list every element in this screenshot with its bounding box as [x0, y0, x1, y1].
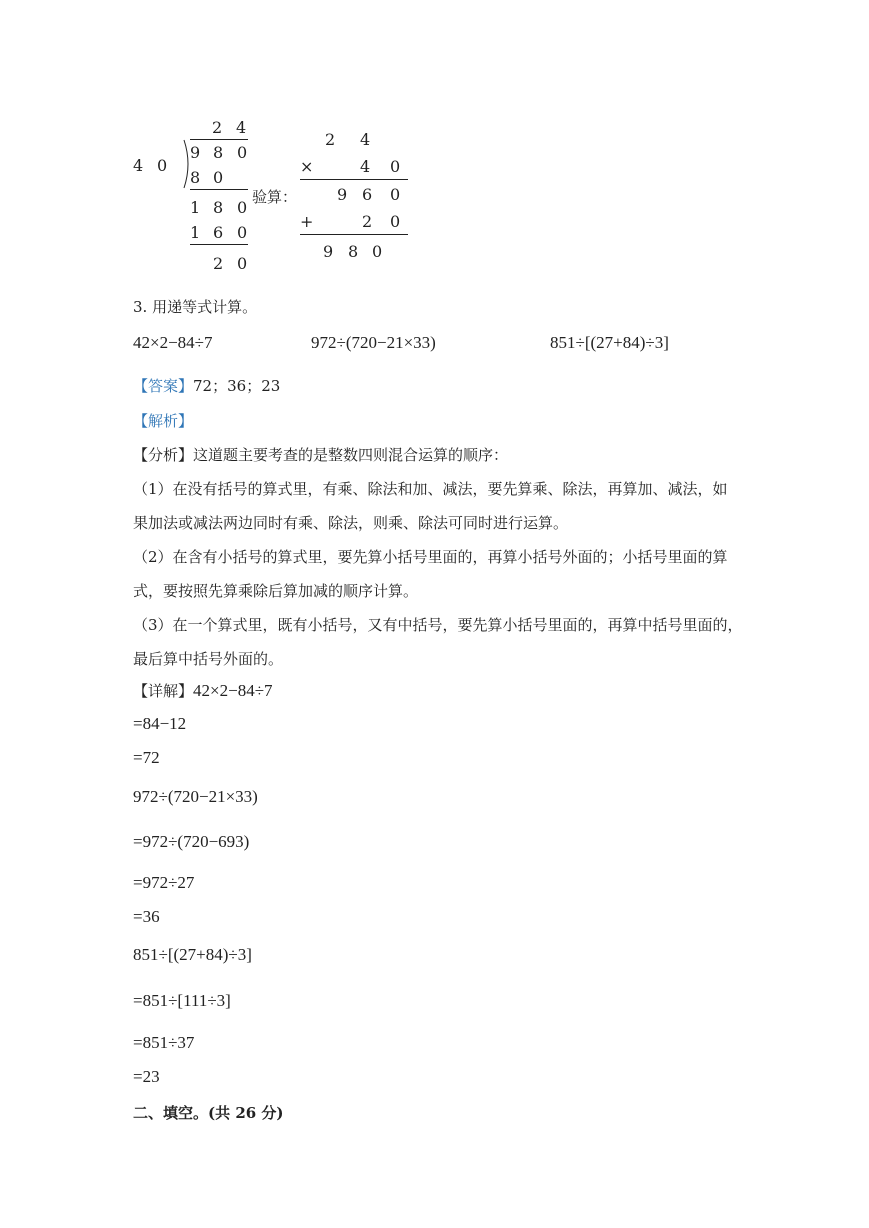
divisor-digit: 0 [157, 156, 168, 175]
expression-3: 851÷[(27+84)÷3] [550, 333, 669, 352]
check-digit: 8 [348, 242, 359, 261]
answer-text: 72；36；23 [193, 377, 281, 395]
rule-3-line-a: （3）在一个算式里，既有小括号，又有中括号，要先算小括号里面的，再算中括号里面的， [133, 616, 743, 634]
detail-step: =84−12 [133, 714, 187, 733]
detail-step: 42×2−84÷7 [193, 681, 273, 700]
detail-step: =972÷(720−693) [133, 832, 250, 851]
detail-step: 851÷[(27+84)÷3] [133, 945, 252, 964]
detail-step: =23 [133, 1067, 160, 1086]
times-sign: × [300, 157, 314, 176]
quotient-digit: 4 [236, 118, 247, 137]
expression-1: 42×2−84÷7 [133, 333, 213, 352]
rule-3-line-b: 最后算中括号外面的。 [133, 650, 284, 668]
detail-step: =36 [133, 907, 160, 926]
check-digit: 6 [362, 185, 373, 204]
division-line [190, 189, 248, 190]
detail-step: =851÷37 [133, 1033, 195, 1052]
check-line [300, 179, 408, 180]
analysis-intro [133, 444, 508, 465]
check-line [300, 234, 408, 235]
rule-2-line-b: 式，要按照先算乘除后算加减的顺序计算。 [133, 582, 419, 600]
check-digit: 4 [360, 130, 371, 149]
division-top-line [190, 139, 248, 140]
detail-step: =851÷[111÷3] [133, 991, 231, 1010]
check-digit: 2 [362, 212, 373, 231]
check-digit: 9 [337, 185, 348, 204]
expression-2: 972÷(720−21×33) [311, 333, 436, 352]
fenxi-label: 【分析】 [133, 446, 194, 464]
remainder-digit: 0 [237, 254, 248, 273]
step-digit: 0 [213, 168, 224, 187]
step-digit: 1 [190, 223, 201, 242]
check-digit: 0 [372, 242, 383, 261]
division-line [190, 244, 248, 245]
detail-step: =72 [133, 748, 160, 767]
analysis-label: 【解析】 [133, 412, 194, 430]
detail-header [133, 680, 273, 701]
answer-label: 【答案】 [133, 377, 194, 395]
dividend-digit: 8 [213, 143, 224, 162]
plus-sign: + [300, 212, 314, 231]
remainder-digit: 1 [190, 198, 201, 217]
check-digit: 4 [360, 157, 371, 176]
divisor-digit: 4 [133, 156, 144, 175]
dividend-digit: 9 [190, 143, 201, 162]
dividend-digit: 0 [237, 143, 248, 162]
detail-label: 【详解】 [133, 682, 194, 700]
rule-1-line-b: 果加法或减法两边同时有乘、除法，则乘、除法可同时进行运算。 [133, 514, 569, 532]
check-label: 验算： [252, 188, 298, 206]
check-digit: 0 [390, 185, 401, 204]
check-digit: 0 [390, 157, 401, 176]
step-digit: 6 [213, 223, 224, 242]
answer-row [133, 375, 280, 396]
detail-step: 972÷(720−21×33) [133, 787, 258, 806]
check-digit: 2 [325, 130, 336, 149]
quotient-digit: 2 [212, 118, 223, 137]
remainder-digit: 2 [213, 254, 224, 273]
rule-2-line-a: （2）在含有小括号的算式里，要先算小括号里面的，再算小括号外面的；小括号里面的算 [133, 548, 728, 566]
section-title: 二、填空。(共 26 分) [133, 1104, 284, 1122]
step-digit: 0 [237, 223, 248, 242]
detail-step: =972÷27 [133, 873, 195, 892]
question-title: 3. 用递等式计算。 [133, 298, 258, 316]
check-digit: 9 [323, 242, 334, 261]
remainder-digit: 0 [237, 198, 248, 217]
check-digit: 0 [390, 212, 401, 231]
step-digit: 8 [190, 168, 201, 187]
remainder-digit: 8 [213, 198, 224, 217]
fenxi-text: 这道题主要考查的是整数四则混合运算的顺序： [193, 446, 509, 464]
rule-1-line-a: （1）在没有括号的算式里，有乘、除法和加、减法，要先算乘、除法，再算加、减法，如 [133, 480, 728, 498]
